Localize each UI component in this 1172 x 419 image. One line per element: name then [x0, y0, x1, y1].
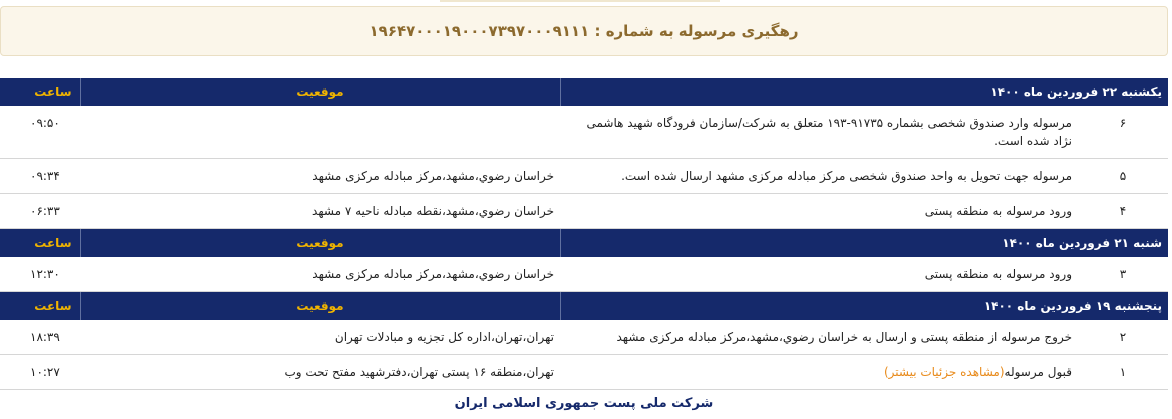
time-column-header: ساعت — [0, 78, 80, 106]
tracking-table — [0, 78, 1168, 390]
event-description: ورود مرسوله به منطقه پستی — [560, 257, 1078, 292]
event-time: ۰۹:۳۴ — [0, 159, 80, 194]
event-description: خروج مرسوله از منطقه پستی و ارسال به خراسان رضوي،مشهد،مرکز مبادله مرکزی مشهد — [560, 320, 1078, 355]
table-row — [0, 320, 1168, 355]
event-description-text: قبول مرسوله — [1004, 365, 1072, 379]
event-description: ورود مرسوله به منطقه پستی — [560, 194, 1078, 229]
event-location — [80, 106, 560, 159]
event-description — [560, 355, 1078, 390]
event-time: ۱۰:۲۷ — [0, 355, 80, 390]
event-number: ۱ — [1078, 355, 1168, 390]
more-details-link[interactable]: (مشاهده جزئیات بیشتر) — [883, 365, 1005, 379]
table-row — [0, 194, 1168, 229]
event-number: ۶ — [1078, 106, 1168, 159]
tracking-title: رهگیری مرسوله به شماره : ۱۹۶۴۷۰۰۰۱۹۰۰۰۷۳۹۷۰۰۰۹۱۱۱ — [369, 22, 799, 40]
tracking-banner — [0, 6, 1168, 56]
event-location: تهران،تهران،اداره کل تجزیه و مبادلات تهران — [80, 320, 560, 355]
date-header: پنجشنبه ۱۹ فروردین ماه ۱۴۰۰ — [560, 292, 1168, 321]
event-number: ۴ — [1078, 194, 1168, 229]
event-time: ۰۹:۵۰ — [0, 106, 80, 159]
event-time: ۱۲:۳۰ — [0, 257, 80, 292]
event-location: خراسان رضوي،مشهد،مرکز مبادله مرکزی مشهد — [80, 257, 560, 292]
event-time: ۱۸:۳۹ — [0, 320, 80, 355]
date-header-row — [0, 292, 1168, 321]
event-location: خراسان رضوي،مشهد،نقطه مبادله ناحیه ۷ مشهد — [80, 194, 560, 229]
time-column-header: ساعت — [0, 229, 80, 258]
event-number: ۲ — [1078, 320, 1168, 355]
event-time: ۰۶:۳۳ — [0, 194, 80, 229]
date-header-row — [0, 229, 1168, 258]
event-description: مرسوله وارد صندوق شخصی بشماره ۹۱۷۳۵-۱۹۳ متعلق به شرکت/سازمان فرودگاه شهید هاشمی نژاد شده است. — [560, 106, 1078, 159]
table-row — [0, 257, 1168, 292]
location-column-header: موقعیت — [80, 229, 560, 258]
date-header-row — [0, 78, 1168, 106]
table-row — [0, 355, 1168, 390]
event-number: ۵ — [1078, 159, 1168, 194]
time-column-header: ساعت — [0, 292, 80, 321]
location-column-header: موقعیت — [80, 292, 560, 321]
top-accent-line — [440, 0, 720, 2]
date-header: شنبه ۲۱ فروردین ماه ۱۴۰۰ — [560, 229, 1168, 258]
footer-company-name: شرکت ملی پست جمهوری اسلامی ایران — [454, 396, 714, 411]
event-location: تهران،منطقه ۱۶ پستی تهران،دفترشهید مفتح تحت وب — [80, 355, 560, 390]
event-number: ۳ — [1078, 257, 1168, 292]
date-header: یکشنبه ۲۲ فروردین ماه ۱۴۰۰ — [560, 78, 1168, 106]
table-row — [0, 159, 1168, 194]
event-location: خراسان رضوي،مشهد،مرکز مبادله مرکزی مشهد — [80, 159, 560, 194]
table-row — [0, 106, 1168, 159]
location-column-header: موقعیت — [80, 78, 560, 106]
event-description: مرسوله جهت تحویل به واحد صندوق شخصی مرکز مبادله مرکزی مشهد ارسال شده است. — [560, 159, 1078, 194]
